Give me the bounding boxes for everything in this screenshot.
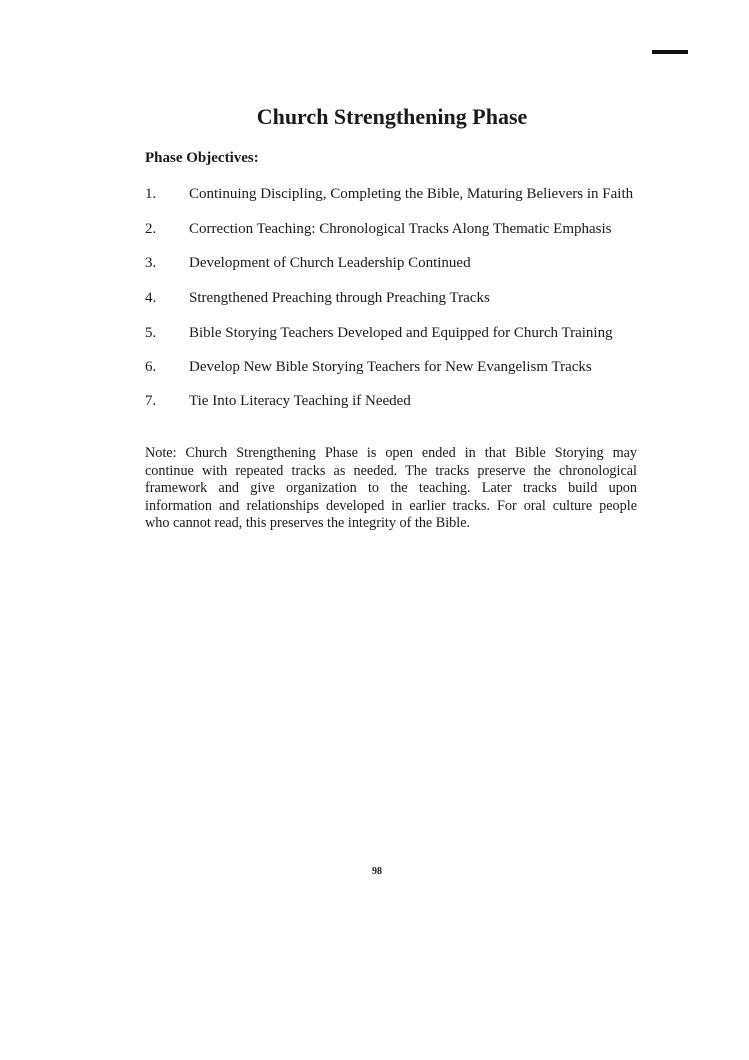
item-number: 3. [145,255,157,271]
item-text: Correction Teaching: Chronological Tracks Along Thematic Emphasis [189,221,612,237]
item-text: Continuing Discipling, Completing the Bible, Maturing Believers in Faith [189,186,634,202]
item-number: 4. [145,290,157,306]
item-number: 6. [145,359,157,375]
note-line: Note: Church Strengthening Phase is open ended in that Bible Storying may [145,445,637,461]
item-text: Tie Into Literacy Teaching if Needed [189,393,411,409]
item-text: Strengthened Preaching through Preaching Tracks [189,290,490,306]
note-paragraph [145,445,637,533]
item-text: Development of Church Leadership Continued [189,255,471,271]
note-line: who cannot read, this preserves the integrity of the Bible. [145,515,471,531]
page-number: 98 [372,866,382,877]
item-number: 5. [145,325,157,341]
note-line: continue with repeated tracks as needed. The tracks preserve the chronological [145,462,637,479]
item-number: 7. [145,393,157,409]
note-line: information and relationships developed in earlier tracks. For oral culture people [145,497,637,514]
item-text: Develop New Bible Storying Teachers for New Evangelism Tracks [189,359,592,375]
header-rule [652,50,688,54]
section-heading: Phase Objectives: [145,150,259,166]
note-line: framework and give organization to the teaching. Later tracks build upon [145,480,637,496]
item-number: 2. [145,221,157,237]
item-number: 1. [145,186,157,202]
item-text: Bible Storying Teachers Developed and Equipped for Church Training [189,325,613,341]
page-title: Church Strengthening Phase [256,104,528,129]
